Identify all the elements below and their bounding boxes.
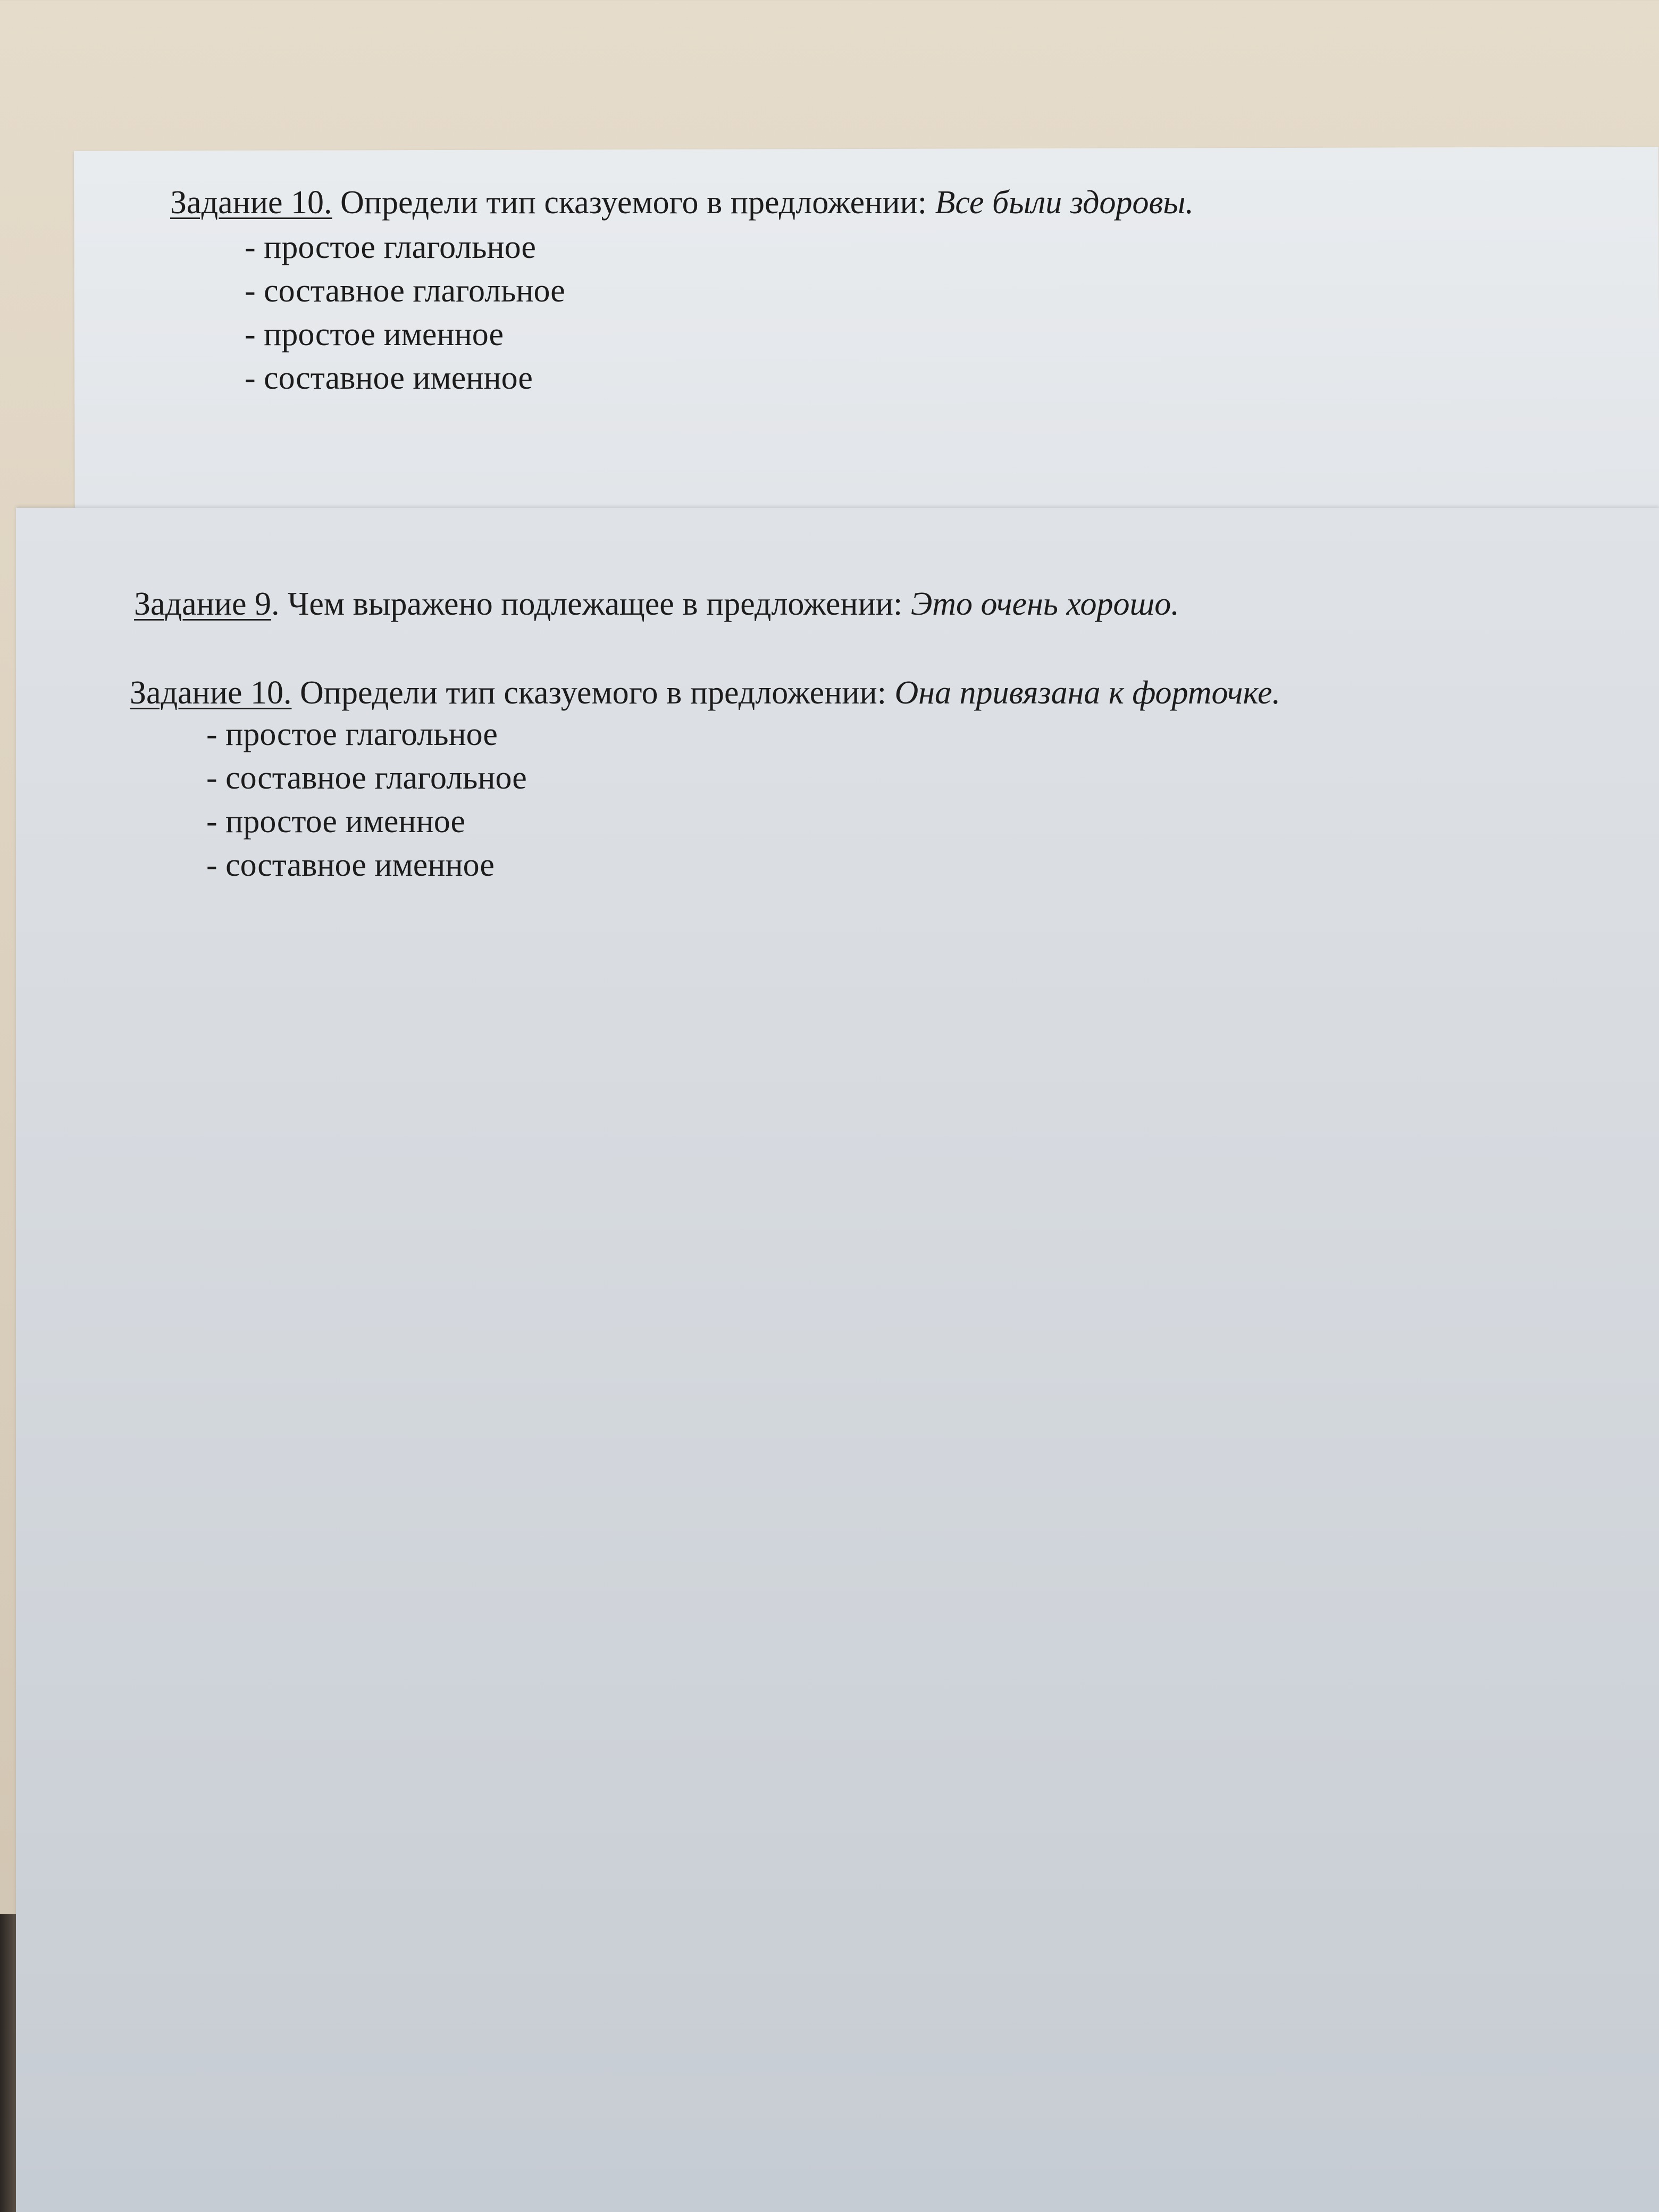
front-task10-options — [206, 713, 527, 887]
task-question: . Чем выражено подлежащее в предложении: — [271, 586, 911, 622]
option-item: - простое именное — [206, 800, 527, 843]
task-example: Все были здоровы. — [935, 185, 1194, 221]
front-task10-heading — [130, 671, 1280, 715]
task-question: Определи тип сказуемого в предложении: — [291, 675, 895, 711]
option-item: - простое именное — [245, 313, 565, 356]
option-item: - составное именное — [245, 356, 565, 400]
back-task10-heading — [170, 181, 1194, 224]
task-question: Определи тип сказуемого в предложении: — [332, 185, 935, 221]
task-example: Это очень хорошо. — [910, 586, 1179, 622]
task-number: Задание 10. — [130, 675, 292, 711]
option-item: - составное именное — [206, 843, 527, 887]
task-number: Задание 9 — [134, 586, 272, 622]
task-example: Она привязана к форточке. — [894, 675, 1280, 711]
front-task9-heading — [134, 582, 1179, 626]
option-item: - простое глагольное — [245, 225, 565, 269]
back-task10-options — [245, 225, 565, 400]
option-item: - составное глагольное — [206, 756, 527, 800]
table-edge-shadow — [0, 1914, 16, 2212]
task-number: Задание 10. — [170, 185, 332, 221]
option-item: - простое глагольное — [206, 713, 527, 756]
option-item: - составное глагольное — [245, 269, 565, 313]
